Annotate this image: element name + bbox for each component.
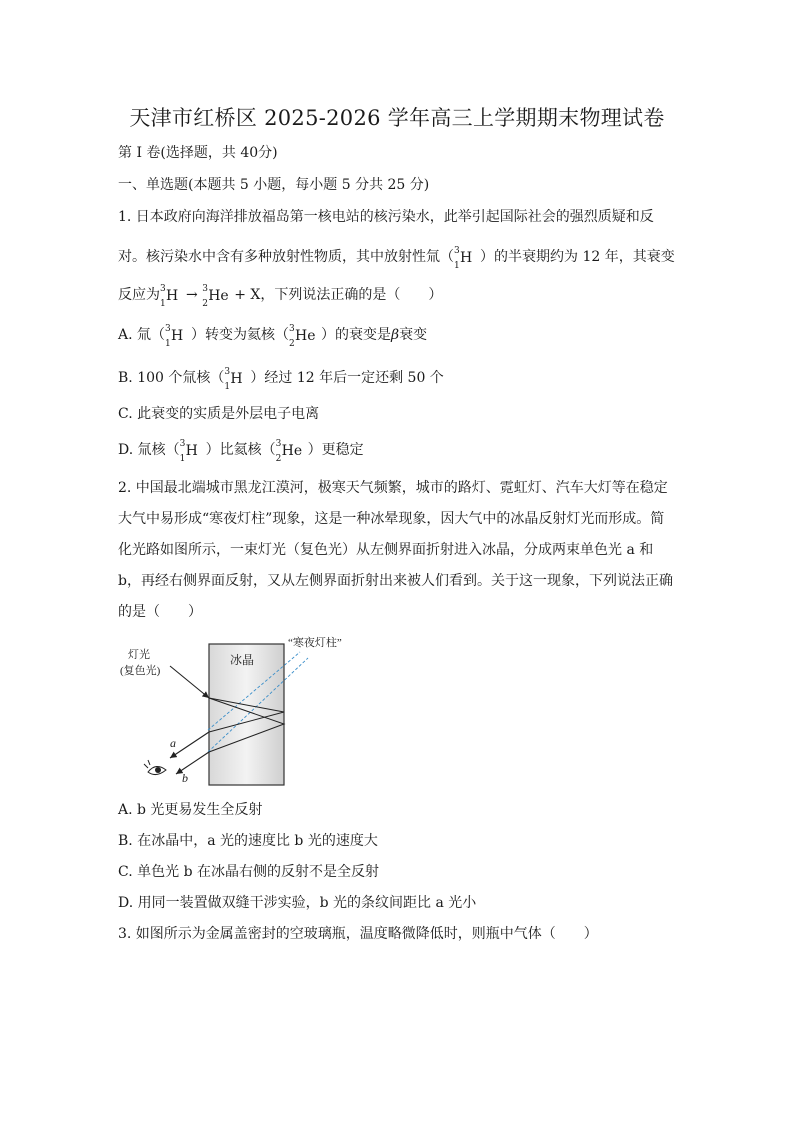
crystal-label: 冰晶 bbox=[230, 653, 255, 667]
mass-number: 3 bbox=[179, 439, 186, 449]
mass-number: 3 bbox=[160, 284, 166, 294]
q1-option-c: C. 此衰变的实质是外层电子电离 bbox=[118, 406, 320, 422]
q2-line-4: b，再经右侧界面反射，又从左侧界面折射出来被人们看到。关于这一现象，下列说法正确 bbox=[118, 573, 673, 589]
option-text: ）比氦核（ bbox=[205, 442, 276, 458]
element-symbol: He bbox=[281, 443, 303, 459]
q1-option-b bbox=[118, 367, 444, 392]
element-symbol: He bbox=[208, 288, 229, 304]
light-pillar-label: “寒夜灯柱” bbox=[288, 637, 342, 649]
lamp-label-sub: (复色光) bbox=[120, 665, 161, 677]
mass-number: 3 bbox=[289, 324, 295, 334]
q2-option-d: D. 用同一装置做双缝干涉实验，b 光的条纹间距比 a 光小 bbox=[118, 895, 477, 911]
atomic-number: 1 bbox=[454, 261, 460, 271]
mass-number: 3 bbox=[165, 324, 171, 334]
helium-symbol bbox=[202, 284, 234, 309]
q1-text: ，下列说法正确的是（ ） bbox=[260, 287, 443, 303]
helium-symbol bbox=[275, 439, 308, 464]
option-text: B. 100 个氚核（ bbox=[118, 370, 225, 386]
option-text: D. 氚核（ bbox=[118, 442, 180, 458]
atomic-number: 2 bbox=[289, 339, 295, 349]
helium-symbol bbox=[289, 324, 321, 349]
option-text: 衰变 bbox=[399, 327, 428, 343]
q2-line-2: 大气中易形成“寒夜灯柱”现象，这是一种冰晕现象，因大气中的冰晶反射灯光而形成。简 bbox=[118, 511, 665, 527]
lamp-label: 灯光 bbox=[128, 649, 150, 661]
element-symbol: H bbox=[185, 443, 198, 459]
mass-number: 3 bbox=[275, 439, 282, 449]
option-text: ）转变为氦核（ bbox=[191, 327, 290, 343]
tritium-symbol bbox=[179, 439, 206, 464]
tritium-symbol bbox=[160, 284, 186, 309]
q1-text: 对。核污染水中含有多种放射性物质，其中放射性氚（ bbox=[118, 249, 454, 265]
q2-line-5: 的是（ ） bbox=[118, 604, 202, 620]
option-text: ）经过 12 年后一定还剩 50 个 bbox=[250, 370, 444, 386]
q1-line-1: 1. 日本政府向海洋排放福岛第一核电站的核污染水，此举引起国际社会的强烈质疑和反 bbox=[118, 209, 654, 225]
atomic-number: 2 bbox=[275, 454, 282, 464]
option-text: A. 氚（ bbox=[118, 327, 166, 343]
atomic-number: 1 bbox=[179, 454, 186, 464]
option-text: ）更稳定 bbox=[307, 442, 364, 458]
question-type-heading: 一、单选题(本题共 5 小题，每小题 5 分共 25 分) bbox=[118, 177, 430, 193]
atomic-number: 1 bbox=[165, 339, 171, 349]
q1-option-a bbox=[118, 324, 428, 349]
element-symbol: H bbox=[166, 288, 179, 304]
element-symbol: H bbox=[171, 328, 184, 344]
beta-symbol: β bbox=[391, 327, 400, 343]
exam-title: 天津市红桥区 2025-2026 学年高三上学期期末物理试卷 bbox=[129, 106, 665, 130]
ice-crystal-light-pillar-diagram bbox=[110, 632, 370, 792]
q1-text: ）的半衰期约为 12 年，其衰变 bbox=[480, 249, 675, 265]
ray-a-label: a bbox=[170, 736, 176, 750]
q2-option-b: B. 在冰晶中，a 光的速度比 b 光的速度大 bbox=[118, 833, 378, 849]
option-text: ）的衰变是 bbox=[321, 327, 392, 343]
eye-icon bbox=[144, 760, 166, 775]
product-x: + X bbox=[234, 287, 261, 303]
tritium-symbol bbox=[165, 324, 191, 349]
q1-option-d bbox=[118, 439, 364, 464]
q2-line-3: 化光路如图所示，一束灯光（复色光）从左侧界面折射进入冰晶，分成两束单色光 a 和 bbox=[118, 542, 654, 558]
incident-ray bbox=[170, 666, 209, 698]
element-symbol: H bbox=[230, 371, 243, 387]
q2-option-c: C. 单色光 b 在冰晶右侧的反射不是全反射 bbox=[118, 864, 379, 880]
ray-b-label: b bbox=[182, 771, 188, 785]
tritium-symbol bbox=[224, 367, 250, 392]
arrow: → bbox=[186, 287, 198, 303]
q2-option-a: A. b 光更易发生全反射 bbox=[118, 802, 263, 818]
element-symbol: H bbox=[460, 250, 473, 266]
element-symbol: He bbox=[295, 328, 316, 344]
atomic-number: 1 bbox=[224, 382, 231, 392]
mass-number: 3 bbox=[202, 284, 208, 294]
q1-line-2 bbox=[118, 246, 675, 271]
mass-number: 3 bbox=[224, 367, 231, 377]
q3-line-1: 3. 如图所示为金属盖密封的空玻璃瓶，温度略微降低时，则瓶中气体（ ） bbox=[118, 926, 598, 942]
q1-text: 反应为 bbox=[118, 287, 160, 303]
mass-number: 3 bbox=[454, 246, 460, 256]
atomic-number: 1 bbox=[160, 299, 166, 309]
section-heading: 第 I 卷(选择题，共 40分) bbox=[118, 145, 278, 161]
tritium-symbol bbox=[454, 246, 480, 271]
atomic-number: 2 bbox=[202, 299, 208, 309]
q1-line-3 bbox=[118, 284, 443, 309]
ray-b-exit bbox=[176, 752, 209, 774]
q2-line-1: 2. 中国最北端城市黑龙江漠河，极寒天气频繁，城市的路灯、霓虹灯、汽车大灯等在稳定 bbox=[118, 480, 668, 496]
